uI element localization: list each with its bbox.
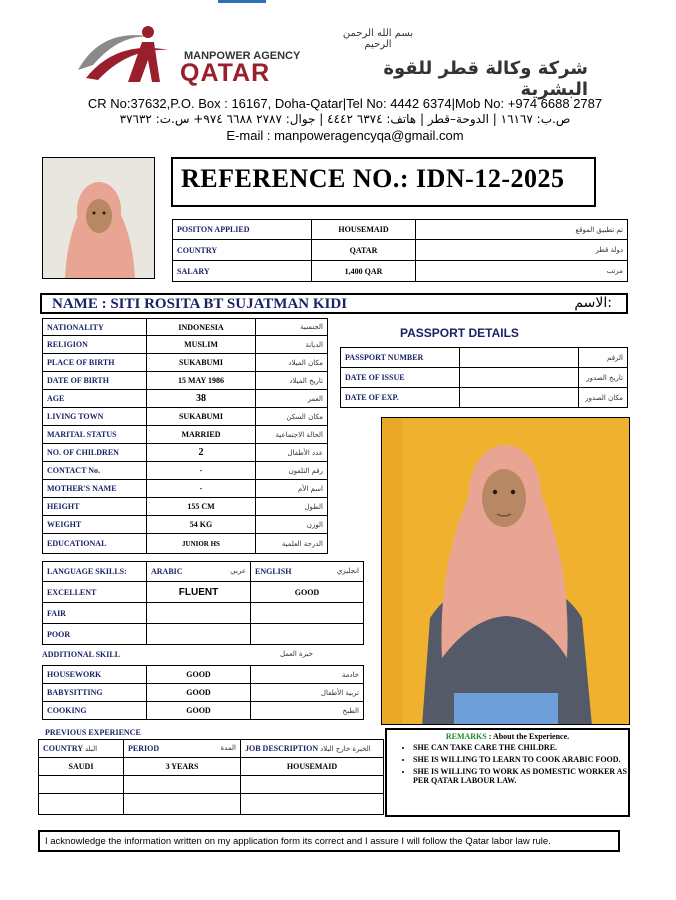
row-value: 38 <box>147 390 256 408</box>
row-value: - <box>147 480 256 498</box>
job-value: HOUSEMAID <box>241 758 384 776</box>
applicant-name-bar <box>40 293 628 314</box>
table-row <box>43 684 364 702</box>
period-value: 3 YEARS <box>124 758 241 776</box>
language-skills-table <box>42 561 364 645</box>
row-label-ar: تربية الأطفال <box>251 684 364 702</box>
row-label-ar: تم تطبيق الموقع <box>416 220 628 240</box>
row-label-ar: مرتب <box>416 261 628 282</box>
job-label-ar: الخبرة خارج البلاد <box>320 745 371 753</box>
english-value: GOOD <box>251 582 364 603</box>
country-value: SAUDI <box>39 758 124 776</box>
row-label-ar: الوزن <box>256 516 328 534</box>
applicant-photo-large <box>381 417 630 725</box>
row-label: DATE OF EXP. <box>341 388 460 408</box>
row-label: DATE OF ISSUE <box>341 368 460 388</box>
english-value <box>251 624 364 645</box>
row-label: HEIGHT <box>43 498 147 516</box>
row-label-ar: الديانة <box>256 336 328 354</box>
arabic-label-ar: عربي <box>230 567 246 575</box>
table-row <box>39 794 384 815</box>
row-label: COUNTRY <box>173 240 312 261</box>
row-label-ar: مكان الميلاد <box>256 354 328 372</box>
row-label-ar: الجنسية <box>256 319 328 336</box>
row-label-ar: الطبخ <box>251 702 364 720</box>
table-row <box>43 462 328 480</box>
applicant-name: NAME : SITI ROSITA BT SUJATMAN KIDI <box>52 296 348 312</box>
row-value: GOOD <box>147 666 251 684</box>
remarks-box <box>385 728 630 817</box>
english-header <box>251 562 364 582</box>
table-row <box>43 444 328 462</box>
personal-details-table <box>42 318 328 554</box>
row-value: INDONESIA <box>147 319 256 336</box>
table-row <box>341 388 628 408</box>
bismillah-calligraphy: بسم الله الرحمن الرحيم <box>342 28 414 50</box>
applicant-photo-small <box>42 157 155 279</box>
period-header <box>124 740 241 758</box>
row-label: FAIR <box>43 603 147 624</box>
passport-details-title: PASSPORT DETAILS <box>400 326 519 340</box>
row-label-ar: عدد الأطفال <box>256 444 328 462</box>
top-accent-bar <box>218 0 266 3</box>
table-row <box>43 603 364 624</box>
table-row <box>43 336 328 354</box>
row-label: RELIGION <box>43 336 147 354</box>
job-value <box>241 794 384 815</box>
table-row <box>39 740 384 758</box>
english-label-ar: انجليزي <box>336 567 359 575</box>
row-value: HOUSEMAID <box>312 220 416 240</box>
additional-skill-title: ADDITIONAL SKILL <box>42 650 121 659</box>
row-label: WEIGHT <box>43 516 147 534</box>
row-value: GOOD <box>147 684 251 702</box>
row-value: SUKABUMI <box>147 354 256 372</box>
table-row <box>43 372 328 390</box>
row-value: 2 <box>147 444 256 462</box>
arabic-label: ARABIC <box>151 567 183 576</box>
row-value: GOOD <box>147 702 251 720</box>
row-label: PASSPORT NUMBER <box>341 348 460 368</box>
period-label: PERIOD <box>128 744 160 753</box>
table-row <box>43 516 328 534</box>
row-label: EXCELLENT <box>43 582 147 603</box>
row-value: MUSLIM <box>147 336 256 354</box>
country-label-ar: البلد <box>84 745 98 753</box>
row-label-ar: تاريخ الصدور <box>579 368 628 388</box>
remarks-title <box>387 732 628 741</box>
row-label: BABYSITTING <box>43 684 147 702</box>
table-row <box>341 368 628 388</box>
table-row <box>43 498 328 516</box>
table-row <box>43 319 328 336</box>
passport-table <box>340 347 628 408</box>
row-label: PLACE OF BIRTH <box>43 354 147 372</box>
row-label-ar: الطول <box>256 498 328 516</box>
row-label-ar: الدرجة العلمية <box>256 534 328 554</box>
table-row <box>43 426 328 444</box>
country-value <box>39 794 124 815</box>
job-label: JOB DESCRIPTION <box>245 744 319 753</box>
row-value: - <box>147 462 256 480</box>
row-value: JUNIOR HS <box>147 534 256 554</box>
row-label: MOTHER'S NAME <box>43 480 147 498</box>
row-value: QATAR <box>312 240 416 261</box>
row-label: HOUSEWORK <box>43 666 147 684</box>
previous-experience-title: PREVIOUS EXPERIENCE <box>45 728 141 737</box>
list-item: • SHE CAN TAKE CARE THE CHILDRE. <box>413 743 628 752</box>
job-header <box>241 740 384 758</box>
applicant-name-ar: الاسم: <box>574 295 612 311</box>
email-line: E-mail : manpoweragencyqa@gmail.com <box>226 128 464 143</box>
period-value <box>124 776 241 794</box>
row-value: 15 MAY 1986 <box>147 372 256 390</box>
row-label-ar: رقم التلفون <box>256 462 328 480</box>
additional-skill-title-ar: خبرة العمل <box>280 650 313 658</box>
table-row <box>39 758 384 776</box>
arabic-value <box>147 624 251 645</box>
contact-line-ar: ص.ب: ١٦١٦٧ | الدوحة–قطر | هاتف: ٦٣٧٤ ٤٤٤٢ | جوال: ٢٧٨٧ ٦٦٨٨ ٩٧٤+ س.ت: ٣٧٦٣٢ <box>119 112 571 126</box>
arabic-value <box>147 603 251 624</box>
table-row <box>43 702 364 720</box>
row-label: DATE OF BIRTH <box>43 372 147 390</box>
remarks-title-prefix: REMARKS <box>445 732 487 741</box>
table-row <box>173 240 628 261</box>
row-label: NATIONALITY <box>43 319 147 336</box>
additional-skills-table <box>42 665 364 720</box>
table-row <box>43 354 328 372</box>
row-label-ar: الحالة الاجتماعية <box>256 426 328 444</box>
arabic-value: FLUENT <box>147 582 251 603</box>
list-item: • SHE IS WILLING TO WORK AS DOMESTIC WORKER AS PER QATAR LABOUR LAW. <box>413 767 628 785</box>
remarks-list <box>387 743 628 785</box>
row-label: EDUCATIONAL <box>43 534 147 554</box>
position-table <box>172 219 628 282</box>
row-label: SALARY <box>173 261 312 282</box>
english-value <box>251 603 364 624</box>
period-value <box>124 794 241 815</box>
country-value <box>39 776 124 794</box>
row-value <box>460 388 579 408</box>
previous-experience-table <box>38 739 384 815</box>
row-label: LIVING TOWN <box>43 408 147 426</box>
agency-logo <box>68 20 180 90</box>
row-value: MARRIED <box>147 426 256 444</box>
table-row <box>341 348 628 368</box>
table-row <box>43 666 364 684</box>
table-row <box>173 261 628 282</box>
row-label-ar: الرقم <box>579 348 628 368</box>
row-label: POSITON APPLIED <box>173 220 312 240</box>
table-row <box>43 624 364 645</box>
table-row <box>43 534 328 554</box>
row-value: 1,400 QAR <box>312 261 416 282</box>
table-row <box>39 776 384 794</box>
row-label-ar: مكان السكن <box>256 408 328 426</box>
agency-name-arabic: شركة وكالة قطر للقوة البشرية <box>383 58 588 100</box>
row-label: AGE <box>43 390 147 408</box>
english-label: ENGLISH <box>255 567 292 576</box>
row-label: NO. OF CHILDREN <box>43 444 147 462</box>
table-row <box>43 480 328 498</box>
row-value: SUKABUMI <box>147 408 256 426</box>
contact-line-en: CR No:37632,P.O. Box : 16167, Doha-Qatar|Tel No: 4442 6374|Mob No: +974 6688 2787 <box>87 96 603 111</box>
agency-name-big: QATAR <box>180 59 271 87</box>
row-value <box>460 348 579 368</box>
list-item: • SHE IS WILLING TO LEARN TO COOK ARABIC FOOD. <box>413 755 628 764</box>
table-row <box>43 582 364 603</box>
table-row <box>173 220 628 240</box>
row-label-ar: تاريخ الميلاد <box>256 372 328 390</box>
row-value: 155 CM <box>147 498 256 516</box>
row-label-ar: اسم الأم <box>256 480 328 498</box>
table-row <box>43 408 328 426</box>
row-label-ar: خادمة <box>251 666 364 684</box>
row-label: COOKING <box>43 702 147 720</box>
row-label: CONTACT No. <box>43 462 147 480</box>
arabic-header <box>147 562 251 582</box>
job-value <box>241 776 384 794</box>
row-label-ar: مكان الصدور <box>579 388 628 408</box>
agency-name-small: MANPOWER AGENCY <box>184 50 301 62</box>
table-row <box>43 390 328 408</box>
country-header <box>39 740 124 758</box>
row-label: MARITAL STATUS <box>43 426 147 444</box>
table-row <box>43 562 364 582</box>
remarks-title-suffix: : About the Experience. <box>488 732 570 741</box>
country-label: COUNTRY <box>43 744 83 753</box>
reference-number: REFERENCE NO.: IDN-12-2025 <box>171 157 596 207</box>
row-label-ar: دولة قطر <box>416 240 628 261</box>
acknowledgement-box: I acknowledge the information written on my application form its correct and I assure I will follow the Qatar labor law rule. <box>38 830 620 852</box>
row-label-ar: العمر <box>256 390 328 408</box>
period-label-ar: المدة <box>220 744 236 752</box>
row-value: 54 KG <box>147 516 256 534</box>
row-value <box>460 368 579 388</box>
row-label: POOR <box>43 624 147 645</box>
language-header: LANGUAGE SKILLS: <box>43 562 147 582</box>
